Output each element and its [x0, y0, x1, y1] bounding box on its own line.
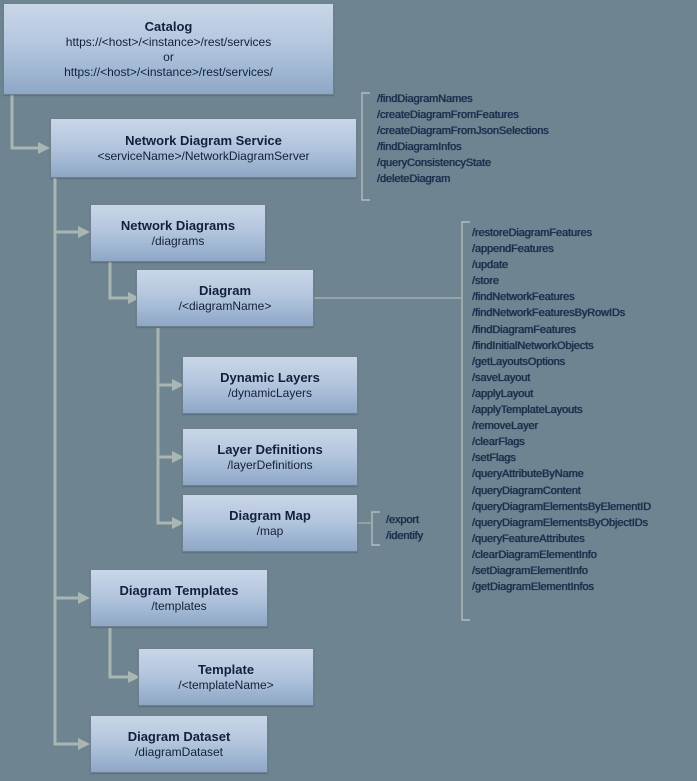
diagram-operation[interactable]: /removeLayer: [472, 420, 539, 433]
node-catalog-url-1: https://<host>/<instance>/rest/services: [65, 34, 272, 49]
diagram-operation[interactable]: /saveLayout: [472, 371, 531, 384]
service-operations-list: [377, 91, 549, 188]
node-dynamic-layers-path: /dynamicLayers: [227, 385, 313, 400]
diagram-operation[interactable]: /queryDiagramElementsByObjectIDs: [472, 516, 648, 529]
node-diagram-templates-path: /templates: [151, 598, 207, 613]
diagram-operation[interactable]: /getDiagramElementInfos: [472, 581, 594, 594]
node-diagram-dataset-path: /diagramDataset: [134, 744, 224, 759]
node-template-title: Template: [197, 661, 255, 677]
diagram-operation[interactable]: /applyLayout: [472, 387, 534, 400]
node-diagram-dataset-title: Diagram Dataset: [127, 728, 231, 744]
node-diagram-title: Diagram: [198, 282, 252, 298]
node-layer-definitions[interactable]: [182, 428, 358, 486]
diagram-operation[interactable]: /restoreDiagramFeatures: [472, 227, 592, 239]
diagram-operation[interactable]: /findInitialNetworkObjects: [472, 339, 594, 352]
diagram-operation[interactable]: /findNetworkFeatures: [472, 291, 575, 304]
node-dynamic-layers-title: Dynamic Layers: [220, 369, 320, 385]
node-catalog-url-2: https://<host>/<instance>/rest/services/: [64, 64, 273, 79]
node-catalog-or: or: [163, 49, 174, 64]
diagram-operation[interactable]: /queryFeatureAttributes: [472, 532, 585, 545]
diagram-operation[interactable]: /appendFeatures: [472, 243, 554, 256]
node-catalog[interactable]: [3, 3, 334, 95]
node-diagram-path: /<diagramName>: [178, 298, 272, 313]
node-diagram-map-title: Diagram Map: [229, 507, 311, 523]
diagram-operations-list: [472, 225, 651, 595]
diagram-map-operations-list: [386, 512, 423, 544]
node-dynamic-layers[interactable]: [182, 356, 358, 414]
diagram-operation[interactable]: /clearDiagramElementInfo: [472, 548, 597, 561]
node-diagram-templates[interactable]: [90, 569, 268, 627]
diagram-map-operation[interactable]: /identify: [386, 530, 424, 543]
diagram-operation[interactable]: /getLayoutsOptions: [472, 355, 565, 368]
node-diagram-map[interactable]: [182, 494, 358, 552]
diagram-operation[interactable]: /setFlags: [472, 452, 516, 465]
diagram-operation[interactable]: /update: [472, 259, 509, 272]
node-layer-definitions-title: Layer Definitions: [217, 441, 323, 457]
service-operation[interactable]: /createDiagramFromFeatures: [377, 109, 519, 122]
node-network-diagrams[interactable]: [90, 204, 266, 262]
diagram-operation[interactable]: /applyTemplateLayouts: [472, 404, 583, 417]
node-network-diagrams-path: /diagrams: [151, 233, 205, 248]
service-operation[interactable]: /deleteDiagram: [377, 173, 451, 186]
service-operation[interactable]: /queryConsistencyState: [377, 157, 491, 170]
node-catalog-title: Catalog: [144, 18, 193, 34]
node-template-path: /<templateName>: [178, 677, 274, 692]
service-operation[interactable]: /createDiagramFromJsonSelections: [377, 125, 549, 138]
node-network-diagram-service[interactable]: [50, 118, 357, 178]
diagram-operation[interactable]: /clearFlags: [472, 436, 525, 449]
diagram-operation[interactable]: /setDiagramElementInfo: [472, 564, 588, 577]
node-template[interactable]: [138, 648, 314, 706]
node-network-diagrams-title: Network Diagrams: [120, 217, 236, 233]
diagram-operation[interactable]: /store: [472, 275, 499, 288]
node-diagram-templates-title: Diagram Templates: [119, 582, 239, 598]
diagram-map-operation[interactable]: /export: [386, 514, 419, 526]
diagram-operation[interactable]: /findNetworkFeaturesByRowIDs: [472, 307, 626, 320]
node-diagram-map-path: /map: [256, 523, 284, 538]
service-operation[interactable]: /findDiagramNames: [377, 93, 473, 105]
node-diagram[interactable]: [136, 269, 314, 327]
diagram-operation[interactable]: /findDiagramFeatures: [472, 323, 576, 336]
diagram-operation[interactable]: /queryDiagramContent: [472, 484, 581, 497]
node-layer-definitions-path: /layerDefinitions: [227, 457, 313, 472]
service-operation[interactable]: /findDiagramInfos: [377, 141, 462, 154]
diagram-operation[interactable]: /queryDiagramElementsByElementID: [472, 500, 651, 513]
node-network-diagram-service-title: Network Diagram Service: [125, 132, 282, 148]
diagram-operation[interactable]: /queryAttributeByName: [472, 468, 584, 481]
node-network-diagram-service-path: <serviceName>/NetworkDiagramServer: [97, 148, 310, 163]
node-diagram-dataset[interactable]: [90, 715, 268, 773]
